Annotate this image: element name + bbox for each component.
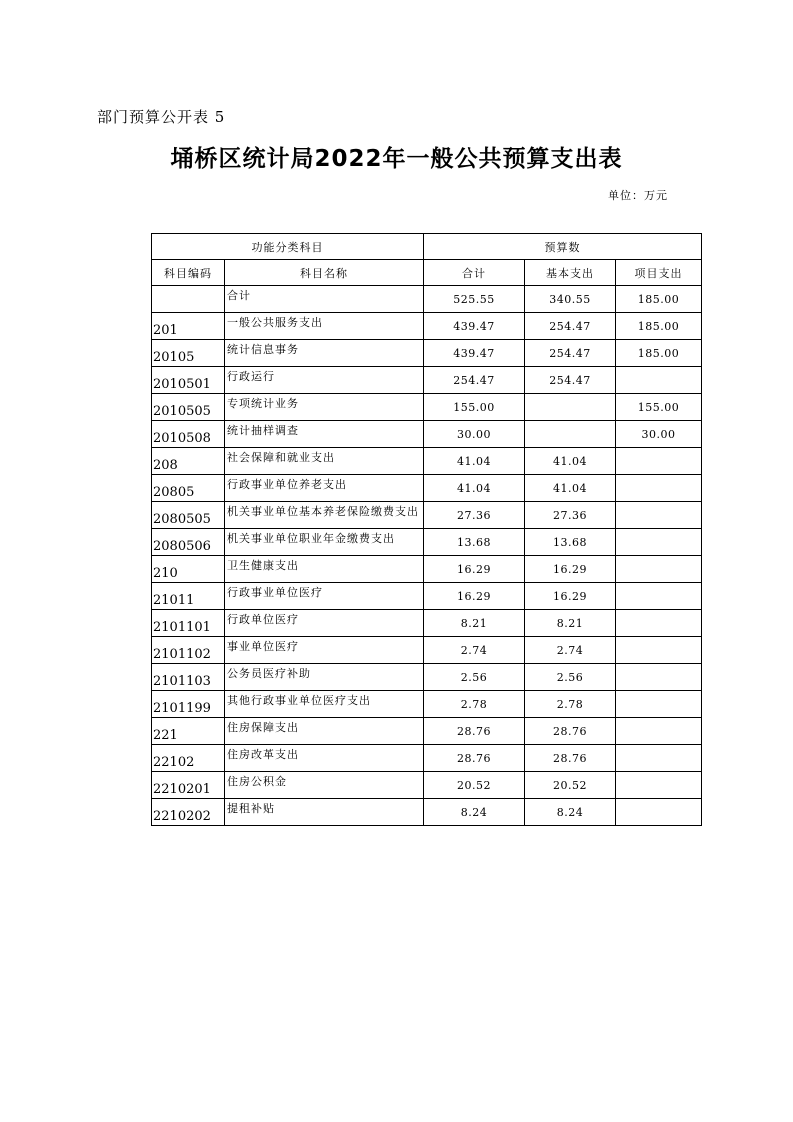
- row-name-cell: 统计抽样调查: [225, 421, 424, 448]
- row-basic-cell: [525, 421, 616, 448]
- row-code-cell: 2010505: [152, 394, 225, 421]
- row-project-cell: [616, 637, 702, 664]
- row-total-cell: 439.47: [424, 313, 525, 340]
- row-basic-cell: 254.47: [525, 340, 616, 367]
- row-project-cell: [616, 745, 702, 772]
- table-row: [152, 367, 702, 394]
- header-code: 科目编码: [152, 260, 225, 286]
- row-code-cell: 210: [152, 556, 225, 583]
- row-name-cell: 住房公积金: [225, 772, 424, 799]
- document-title: 埇桥区统计局2022年一般公共预算支出表: [170, 146, 623, 172]
- table-row: [152, 340, 702, 367]
- row-project-cell: 185.00: [616, 313, 702, 340]
- row-total-cell: 16.29: [424, 583, 525, 610]
- row-project-cell: [616, 772, 702, 799]
- row-name-cell: 其他行政事业单位医疗支出: [225, 691, 424, 718]
- unit-label: 单位：万元: [608, 189, 668, 202]
- row-basic-cell: 2.74: [525, 637, 616, 664]
- row-total-cell: 28.76: [424, 718, 525, 745]
- table-row: [152, 475, 702, 502]
- row-project-cell: 185.00: [616, 340, 702, 367]
- row-project-cell: 30.00: [616, 421, 702, 448]
- row-basic-cell: 28.76: [525, 745, 616, 772]
- row-total-cell: 16.29: [424, 556, 525, 583]
- table-row: [152, 394, 702, 421]
- row-basic-cell: 16.29: [525, 583, 616, 610]
- row-name-cell: 合计: [225, 286, 424, 313]
- row-total-cell: 28.76: [424, 745, 525, 772]
- row-code-cell: 20105: [152, 340, 225, 367]
- row-project-cell: [616, 529, 702, 556]
- row-total-cell: 20.52: [424, 772, 525, 799]
- row-basic-cell: 13.68: [525, 529, 616, 556]
- table-row: [152, 286, 702, 313]
- table-row: [152, 637, 702, 664]
- row-code-cell: 208: [152, 448, 225, 475]
- row-project-cell: [616, 367, 702, 394]
- header-name: 科目名称: [225, 260, 424, 286]
- table-row: [152, 583, 702, 610]
- row-project-cell: [616, 799, 702, 826]
- table-group-header-row: [152, 234, 702, 260]
- row-basic-cell: 20.52: [525, 772, 616, 799]
- row-code-cell: 2080505: [152, 502, 225, 529]
- row-name-cell: 卫生健康支出: [225, 556, 424, 583]
- row-total-cell: 2.56: [424, 664, 525, 691]
- table-row: [152, 529, 702, 556]
- row-name-cell: 提租补贴: [225, 799, 424, 826]
- row-code-cell: 201: [152, 313, 225, 340]
- row-name-cell: 住房改革支出: [225, 745, 424, 772]
- row-project-cell: [616, 502, 702, 529]
- row-project-cell: [616, 475, 702, 502]
- row-basic-cell: 8.24: [525, 799, 616, 826]
- row-code-cell: 2010508: [152, 421, 225, 448]
- table-row: [152, 664, 702, 691]
- row-total-cell: 439.47: [424, 340, 525, 367]
- row-name-cell: 机关事业单位职业年金缴费支出: [225, 529, 424, 556]
- table-row: [152, 745, 702, 772]
- row-total-cell: 155.00: [424, 394, 525, 421]
- row-code-cell: 20805: [152, 475, 225, 502]
- row-name-cell: 事业单位医疗: [225, 637, 424, 664]
- row-basic-cell: 340.55: [525, 286, 616, 313]
- row-basic-cell: 28.76: [525, 718, 616, 745]
- row-project-cell: 155.00: [616, 394, 702, 421]
- row-basic-cell: [525, 394, 616, 421]
- table-row: [152, 421, 702, 448]
- row-name-cell: 专项统计业务: [225, 394, 424, 421]
- row-project-cell: [616, 448, 702, 475]
- row-total-cell: 254.47: [424, 367, 525, 394]
- row-total-cell: 41.04: [424, 475, 525, 502]
- table-row: [152, 691, 702, 718]
- row-name-cell: 行政运行: [225, 367, 424, 394]
- row-basic-cell: 8.21: [525, 610, 616, 637]
- row-name-cell: 行政事业单位养老支出: [225, 475, 424, 502]
- row-total-cell: 2.74: [424, 637, 525, 664]
- row-code-cell: 2010501: [152, 367, 225, 394]
- row-code-cell: 2101103: [152, 664, 225, 691]
- row-total-cell: 13.68: [424, 529, 525, 556]
- row-total-cell: 525.55: [424, 286, 525, 313]
- row-basic-cell: 254.47: [525, 367, 616, 394]
- row-project-cell: [616, 664, 702, 691]
- row-total-cell: 8.24: [424, 799, 525, 826]
- row-basic-cell: 27.36: [525, 502, 616, 529]
- table-row: [152, 718, 702, 745]
- table-row: [152, 502, 702, 529]
- row-basic-cell: 16.29: [525, 556, 616, 583]
- header-total: 合计: [424, 260, 525, 286]
- row-project-cell: [616, 556, 702, 583]
- row-basic-cell: 41.04: [525, 448, 616, 475]
- row-name-cell: 一般公共服务支出: [225, 313, 424, 340]
- table-row: [152, 448, 702, 475]
- table-row: [152, 610, 702, 637]
- row-total-cell: 2.78: [424, 691, 525, 718]
- row-name-cell: 公务员医疗补助: [225, 664, 424, 691]
- row-total-cell: 30.00: [424, 421, 525, 448]
- row-basic-cell: 2.78: [525, 691, 616, 718]
- row-name-cell: 机关事业单位基本养老保险缴费支出: [225, 502, 424, 529]
- row-code-cell: [152, 286, 225, 313]
- table-row: [152, 556, 702, 583]
- row-code-cell: 221: [152, 718, 225, 745]
- row-name-cell: 行政事业单位医疗: [225, 583, 424, 610]
- row-basic-cell: 41.04: [525, 475, 616, 502]
- row-total-cell: 27.36: [424, 502, 525, 529]
- row-basic-cell: 2.56: [525, 664, 616, 691]
- row-name-cell: 住房保障支出: [225, 718, 424, 745]
- row-project-cell: [616, 718, 702, 745]
- row-code-cell: 2210201: [152, 772, 225, 799]
- row-name-cell: 社会保障和就业支出: [225, 448, 424, 475]
- row-name-cell: 行政单位医疗: [225, 610, 424, 637]
- row-code-cell: 2101101: [152, 610, 225, 637]
- budget-table: [151, 233, 702, 826]
- row-code-cell: 2210202: [152, 799, 225, 826]
- row-total-cell: 8.21: [424, 610, 525, 637]
- table-row: [152, 772, 702, 799]
- table-row: [152, 799, 702, 826]
- row-total-cell: 41.04: [424, 448, 525, 475]
- row-name-cell: 统计信息事务: [225, 340, 424, 367]
- row-code-cell: 22102: [152, 745, 225, 772]
- row-code-cell: 21011: [152, 583, 225, 610]
- table-row: [152, 313, 702, 340]
- document-label: 部门预算公开表 5: [97, 108, 226, 126]
- row-code-cell: 2101102: [152, 637, 225, 664]
- header-functional-category: 功能分类科目: [152, 234, 424, 260]
- row-project-cell: 185.00: [616, 286, 702, 313]
- row-basic-cell: 254.47: [525, 313, 616, 340]
- header-basic-expenditure: 基本支出: [525, 260, 616, 286]
- header-project-expenditure: 项目支出: [616, 260, 702, 286]
- row-code-cell: 2101199: [152, 691, 225, 718]
- table-column-header-row: [152, 260, 702, 286]
- row-project-cell: [616, 583, 702, 610]
- row-code-cell: 2080506: [152, 529, 225, 556]
- row-project-cell: [616, 610, 702, 637]
- header-budget-amount: 预算数: [424, 234, 702, 260]
- row-project-cell: [616, 691, 702, 718]
